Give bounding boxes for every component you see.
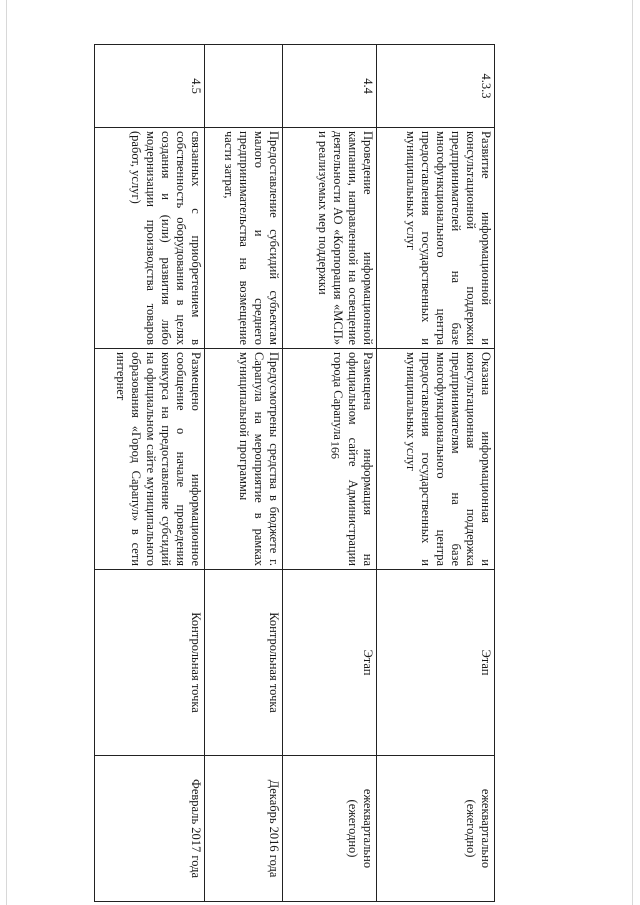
scan-edge-right (632, 0, 633, 905)
table-row (377, 45, 495, 902)
event-cell: Проведение информационной кампании, направленной на освещение деятельности АО «Корпорация «МСП» и реализуемых мер поддержки (283, 128, 377, 349)
scan-edge-left (6, 0, 7, 905)
table-row (283, 45, 377, 902)
type-cell: Контрольная точка (95, 570, 205, 756)
row-number: 4.4 (283, 45, 377, 128)
type-cell: Контрольная точка (205, 570, 283, 756)
table-row (95, 45, 205, 902)
row-number: 4.5 (95, 45, 205, 128)
result-cell: Размещена информация на официальном сайте Администрации города Сарапула (283, 349, 377, 570)
event-cell: Развитие информационной и консультационной поддержки предпринимателей на базе многофункционального центра предоставления государственных и муниципальных услуг (377, 128, 495, 349)
page-number: 166 (328, 441, 343, 459)
events-table (94, 44, 495, 902)
table-row (205, 45, 283, 902)
result-cell: Размещено информационное сообщение о начале проведения конкурса на предоставление субсидий на официальном сайте муниципального образования «Город Сарапул» в сети интернет (95, 349, 205, 570)
term-cell: Декабрь 2016 года (205, 756, 283, 902)
term-cell: ежеквартально (ежегодно) (283, 756, 377, 902)
event-cell: Предоставление субсидий субъектам малого и среднего предпринимательства на возмещение части затрат, (205, 128, 283, 349)
result-cell: Предусмотрены средства в бюджете г. Сарапула на мероприятие в рамках муниципальной программы (205, 349, 283, 570)
type-cell: Этап (377, 570, 495, 756)
type-cell: Этап (283, 570, 377, 756)
row-number (205, 45, 283, 128)
term-cell: Февраль 2017 года (95, 756, 205, 902)
row-number: 4.3.3 (377, 45, 495, 128)
term-cell: ежеквартально (ежегодно) (377, 756, 495, 902)
event-cell: связанных с приобретением в собственность оборудования в целях создания и (или) развития либо модернизации производства товаров (работ, услуг) (95, 128, 205, 349)
rotated-table-container (95, 44, 495, 901)
result-cell: Оказана информационная и консультационная поддержка предпринимателям на базе многофункционального центра предоставления государственных и муниципальных услуг (377, 349, 495, 570)
